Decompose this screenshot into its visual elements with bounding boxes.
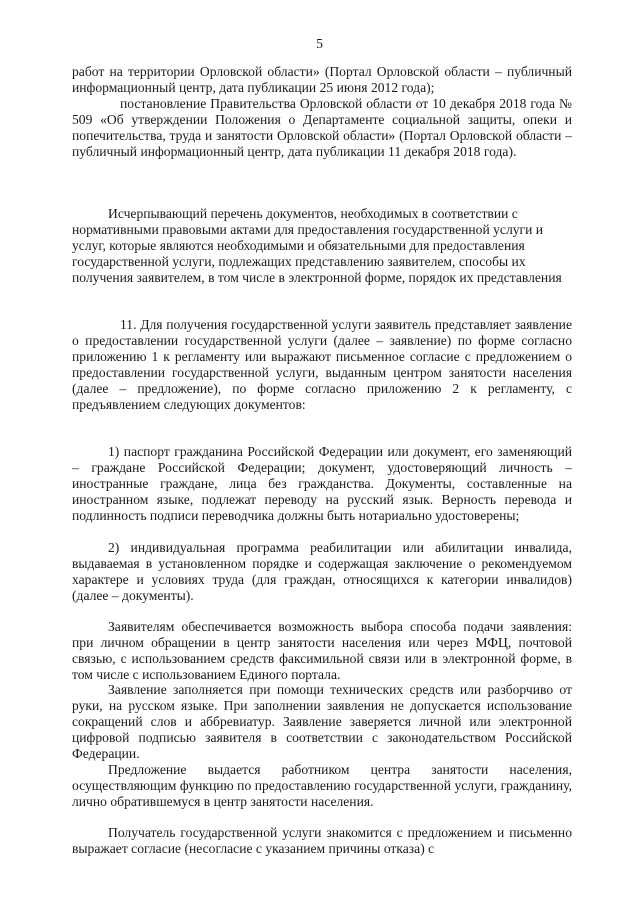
paragraph-continuation: работ на территории Орловской области» (Портал Орловской области – публичный информационный центр, дата публикации 25 июня 2012 года);	[72, 64, 572, 95]
paragraph-recipient-consent: Получатель государственной услуги знакомится с предложением и письменно выражает согласие (несогласие с указанием причины отказа) с	[72, 825, 572, 856]
paragraph-resolution-509: постановление Правительства Орловской области от 10 декабря 2018 года № 509 «Об утверждении Положения о Департаменте социальной защиты, опеки и попечительства, труда и занятости Орловской области» (Портал Орловской области – публичный информационный центр, дата публикации 11 декабря 2018 года).	[72, 96, 572, 159]
list-item-rehab-program: 2) индивидуальная программа реабилитации или абилитации инвалида, выдаваемая в установленном порядке и содержащая заключение о рекомендуемом характере и условиях труда (для граждан, относящихся к категории инвалидов) (далее – документы).	[72, 540, 572, 603]
paragraph-submission-ways: Заявителям обеспечивается возможность выбора способа подачи заявления: при личном обращении в центр занятости населения или через МФЦ, почтовой связью, с использованием средств факсимильной связи или в электронной форме, в том числе с использованием Единого портала.	[72, 619, 572, 682]
section-heading: Исчерпывающий перечень документов, необходимых в соответствии с нормативными правовыми актами для предоставления государственной услуги и услуг, которые являются необходимыми и обязательными для предоставления государственной услуги, подлежащих представлению заявителем, способы их получения заявителем, в том числе в электронной форме, порядок их представления	[72, 206, 562, 285]
page-number: 5	[316, 36, 323, 51]
paragraph-item-11: 11. Для получения государственной услуги заявитель представляет заявление о предоставлении государственной услуги (далее – заявление) по форме согласно приложению 1 к регламенту или выражают письменное согласие с предложением о предоставлении государственной услуги, выданным центром занятости населения (далее – предложение), по форме согласно приложению 2 к регламенту, с предъявлением следующих документов:	[72, 317, 572, 412]
paragraph-application-filling: Заявление заполняется при помощи технических средств или разборчиво от руки, на русском языке. При заполнении заявления не допускается использование сокращений слов и аббревиатур. Заявление заверяется личной или электронной цифровой подписью заявителя в соответствии с законодательством Российской Федерации.	[72, 682, 572, 761]
list-item-passport: 1) паспорт гражданина Российской Федерации или документ, его заменяющий – граждане Российской Федерации; документ, удостоверяющий личность – иностранные граждане, лица без гражданства. Документы, составленные на иностранном языке, подлежат переводу на русский язык. Верность перевода и подлинность подписи переводчика должны быть нотариально удостоверены;	[72, 444, 572, 523]
paragraph-offer-issuance: Предложение выдается работником центра занятости населения, осуществляющим функцию по предоставлению государственной услуги, гражданину, лично обратившемуся в центр занятости населения.	[72, 762, 572, 809]
